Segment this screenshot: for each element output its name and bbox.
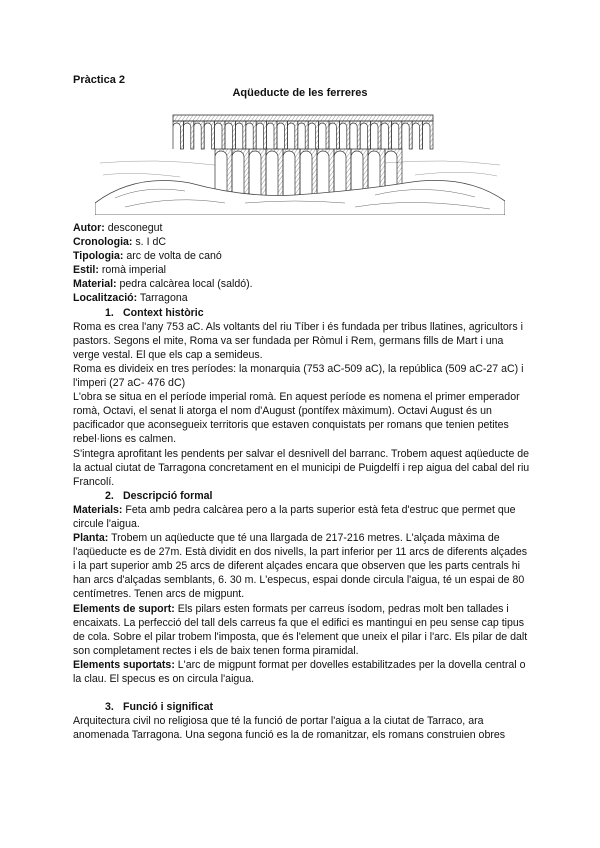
description-text: Feta amb pedra calcàrea pero a la parts superior està feta d'estruc que permet que circule l'aigua. xyxy=(73,503,516,530)
metadata-value: pedra calcàrea local (saldó). xyxy=(116,278,253,291)
metadata-label: Autor: xyxy=(73,222,105,234)
metadata-list xyxy=(73,221,531,306)
description-label: Planta: xyxy=(73,532,109,545)
description-list xyxy=(73,503,531,686)
description-item xyxy=(73,503,531,531)
metadata-value: Tarragona xyxy=(137,292,188,305)
description-item xyxy=(73,602,531,658)
metadata-row xyxy=(73,291,531,305)
metadata-row xyxy=(73,235,531,249)
paragraph: S'integra aprofitant les pendents per salvar el desnivell del barranc. Trobem aquest aqüeducte de la actual ciutat de Tarragona concretament en el municipi de Puigdelfí i rep aigua del cabal del riu Francolí. xyxy=(73,447,530,488)
metadata-row xyxy=(73,249,531,263)
metadata-value: s. I dC xyxy=(132,236,166,249)
aqueduct-drawing-icon xyxy=(95,103,505,215)
description-label: Elements de suport: xyxy=(73,602,175,615)
document-body xyxy=(73,221,531,742)
description-text: L'arc de migpunt format per dovelles estabilitzades per la dovella central o la clau. El specus es on circula l'aigua. xyxy=(73,658,526,685)
paragraph: Arquitectura civil no religiosa que té la funció de portar l'aigua a la ciutat de Tarraco, ara anomenada Tarragona. Una segona funció es la de romanitzar, els romans construien obres xyxy=(73,715,506,742)
metadata-row xyxy=(73,277,531,291)
metadata-value: arc de volta de canó xyxy=(123,250,222,263)
practice-label: Pràctica 2 xyxy=(73,74,125,86)
metadata-label: Estil: xyxy=(73,264,99,277)
metadata-label: Localització: xyxy=(73,292,138,305)
metadata-row xyxy=(73,263,531,277)
paragraph: Roma es divideix en tres períodes: la monarquia (753 aC-509 aC), la república (509 aC-27 aC) i l'imperi (27 aC- 476 dC) xyxy=(73,362,524,390)
section-heading-function: 3. Funció i significat xyxy=(105,701,214,714)
description-label: Elements suportats: xyxy=(73,658,175,671)
section-heading-context: 1. Context històric xyxy=(105,306,204,319)
description-item xyxy=(73,658,531,686)
document-title: Aqüeducte de les ferreres xyxy=(232,87,368,99)
metadata-label: Material: xyxy=(73,278,117,291)
metadata-value: desconegut xyxy=(104,222,163,234)
description-text: Trobem un aqüeducte que té una llargada de 217-216 metres. L'alçada màxima de l'aqüeducte es de 27m. Està dividit en dos nivells, la part inferior per 11 arcs de diferents alçades i la part superior amb 25 arcs de diferent alçades encara que observen que les parts centrals hi han arcs d'alçadas semblants, 6. 30 m. L'especus, espai donde circula l'aigua, té un espai de 80 centímetres. Tenen arcs de migpunt. xyxy=(73,532,528,601)
description-item xyxy=(73,531,531,601)
paragraph: L'obra se situa en el període imperial romà. En aquest període es nomena el primer emperador romà, Octavi, el senat li atorga el nom d'August (pontífex màximum). Octavi August és un pacificador que aconsegueix territoris que estaven conquistats per romans que tenien petites rebel·lions es calmen. xyxy=(73,391,520,446)
section-heading-description: 2. Descripció formal xyxy=(105,489,213,502)
metadata-value: romà imperial xyxy=(98,264,167,277)
metadata-row xyxy=(73,221,531,235)
description-label: Materials: xyxy=(73,503,123,516)
metadata-label: Cronologia: xyxy=(73,236,133,249)
paragraph: Roma es crea l'any 753 aC. Als voltants del riu Tíber i és fundada per tribus llatines, agricultors i pastors. Segons el mite, Roma va ser fundada per Ròmul i Rem, germans fills de Mart i una verge vestal. El que els cap a semideus. xyxy=(73,320,523,361)
description-text: Els pilars esten formats per carreus ísodom, pedras molt ben tallades i encaixats. La perfecció del tall dels carreus fa que el edifici es mantingui en peu sense cap tipus de cola. Sobre el pilar trobem l'imposta, que és l'element que uneix el pilar i l'arc. Els pilar de dalt son completament rectes i els de baix tenen forma piramidal. xyxy=(73,602,528,657)
metadata-label: Tipologia: xyxy=(73,250,124,263)
